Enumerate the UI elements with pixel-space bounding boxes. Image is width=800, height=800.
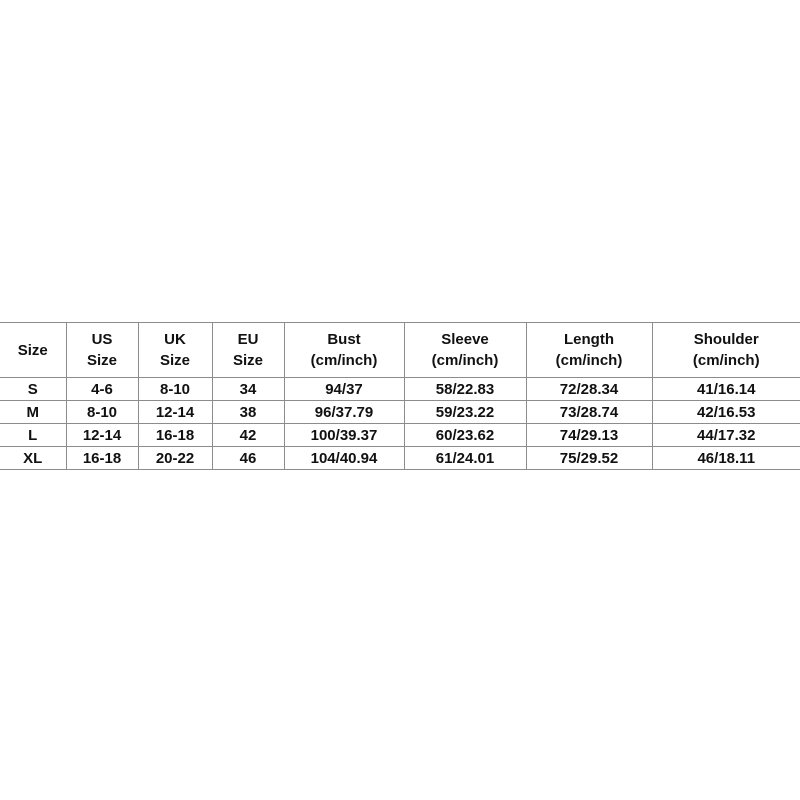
cell-us-size: 16-18 [66,447,138,470]
cell-sleeve: 60/23.62 [404,424,526,447]
cell-us-size: 4-6 [66,378,138,401]
cell-bust: 100/39.37 [284,424,404,447]
cell-size: XL [0,447,66,470]
cell-uk-size: 20-22 [138,447,212,470]
cell-eu-size: 38 [212,401,284,424]
header-row [0,323,800,378]
header-sublabel: (cm/inch) [310,352,378,369]
table-body [0,378,800,470]
cell-sleeve: 58/22.83 [404,378,526,401]
cell-sleeve: 61/24.01 [404,447,526,470]
cell-length: 74/29.13 [526,424,652,447]
cell-us-size: 8-10 [66,401,138,424]
header-sleeve [404,323,526,378]
cell-size: M [0,401,66,424]
table-row [0,424,800,447]
table-row [0,447,800,470]
table-row [0,401,800,424]
header-uk-size [138,323,212,378]
header-label: Sleeve [441,331,489,348]
header-label: Bust [327,331,361,348]
header-us-size [66,323,138,378]
cell-size: S [0,378,66,401]
header-size [0,323,66,378]
header-sublabel: Size [232,352,263,369]
cell-bust: 104/40.94 [284,447,404,470]
cell-size: L [0,424,66,447]
header-length [526,323,652,378]
cell-shoulder: 46/18.11 [652,447,800,470]
header-label: UK [164,331,186,348]
header-sublabel: Size [86,352,117,369]
cell-eu-size: 46 [212,447,284,470]
cell-sleeve: 59/23.22 [404,401,526,424]
cell-shoulder: 44/17.32 [652,424,800,447]
table-row [0,378,800,401]
cell-shoulder: 42/16.53 [652,401,800,424]
header-sublabel: (cm/inch) [692,352,760,369]
cell-bust: 94/37 [284,378,404,401]
cell-bust: 96/37.79 [284,401,404,424]
cell-eu-size: 42 [212,424,284,447]
header-sublabel: Size [159,352,190,369]
header-sublabel: (cm/inch) [555,352,623,369]
table-header [0,323,800,378]
cell-us-size: 12-14 [66,424,138,447]
cell-length: 75/29.52 [526,447,652,470]
header-sublabel: (cm/inch) [431,352,499,369]
header-label: US [91,331,113,348]
cell-length: 72/28.34 [526,378,652,401]
header-bust [284,323,404,378]
header-label: EU [237,331,259,348]
cell-length: 73/28.74 [526,401,652,424]
cell-uk-size: 8-10 [138,378,212,401]
header-label: Size [17,341,48,359]
header-shoulder [652,323,800,378]
header-eu-size [212,323,284,378]
header-label: Length [564,331,614,348]
header-label: Shoulder [693,331,759,348]
size-chart-table [0,322,800,470]
cell-uk-size: 12-14 [138,401,212,424]
cell-shoulder: 41/16.14 [652,378,800,401]
cell-uk-size: 16-18 [138,424,212,447]
cell-eu-size: 34 [212,378,284,401]
